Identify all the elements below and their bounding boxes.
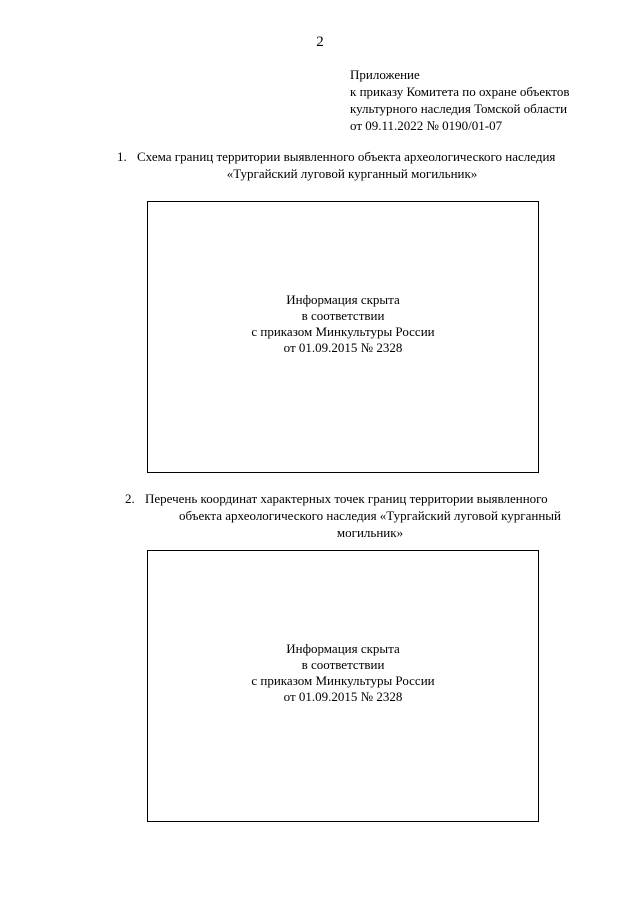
appendix-block xyxy=(350,66,569,134)
notice-line: в соответствии xyxy=(301,657,385,672)
section-2-coordinates-box xyxy=(147,550,539,822)
section-2-title-text: Перечень координат характерных точек границ территории выявленного xyxy=(145,491,548,506)
section-1-heading-line-1 xyxy=(117,148,597,165)
section-1-title-text: Схема границ территории выявленного объекта археологического наследия xyxy=(137,149,556,164)
section-1-heading-line-2: «Тургайский луговой курганный могильник» xyxy=(226,166,478,181)
notice-line: Информация скрыта xyxy=(286,641,400,656)
section-2-hidden-notice xyxy=(251,641,434,705)
section-2-heading-line-2: объекта археологического наследия «Тургайский луговой курганный xyxy=(178,508,561,523)
section-1-heading xyxy=(117,148,597,182)
section-2-heading xyxy=(125,490,595,541)
page-number: 2 xyxy=(316,34,324,50)
notice-line: с приказом Минкультуры России xyxy=(251,324,435,339)
notice-line: от 01.09.2015 № 2328 xyxy=(283,689,403,704)
section-2-heading-line-1 xyxy=(125,490,595,507)
appendix-order-line: к приказу Комитета по охране объектов xyxy=(350,84,570,99)
section-1-scheme-box xyxy=(147,201,539,473)
section-1-number: 1. xyxy=(117,149,127,164)
notice-line: с приказом Минкультуры России xyxy=(251,673,435,688)
notice-line: от 01.09.2015 № 2328 xyxy=(283,340,403,355)
appendix-committee-line: культурного наследия Томской области xyxy=(350,101,568,116)
appendix-date-number: от 09.11.2022 № 0190/01-07 xyxy=(350,118,503,133)
appendix-title: Приложение xyxy=(350,67,420,82)
section-1-hidden-notice xyxy=(251,292,434,356)
section-2-heading-line-3: могильник» xyxy=(336,525,404,540)
notice-line: Информация скрыта xyxy=(286,292,400,307)
notice-line: в соответствии xyxy=(301,308,385,323)
section-2-number: 2. xyxy=(125,491,135,506)
